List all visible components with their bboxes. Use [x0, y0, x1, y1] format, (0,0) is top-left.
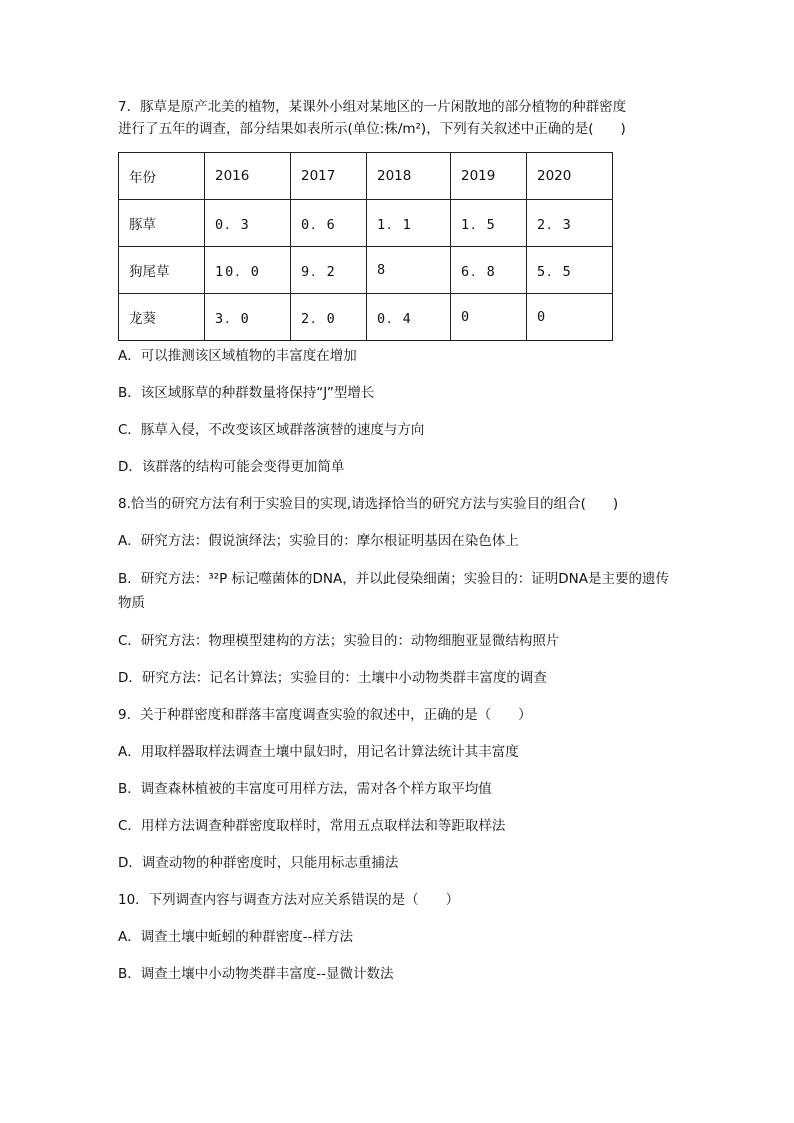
table-row: [119, 247, 613, 294]
table-cell: 2020: [527, 153, 613, 200]
population-density-table: [118, 152, 613, 341]
table-cell: 狗尾草: [119, 247, 205, 294]
table-cell: 2．3: [527, 200, 613, 247]
question-7-option-d: D．该群落的结构可能会变得更加简单: [118, 459, 345, 475]
question-7-option-a: A．可以推测该区域植物的丰富度在增加: [118, 348, 357, 364]
question-8-stem: 8.恰当的研究方法有利于实验目的实现,请选择恰当的研究方法与实验目的组合( ): [118, 496, 619, 512]
question-7-stem-line1: 7．豚草是原产北美的植物，某课外小组对某地区的一片闲散地的部分植物的种群密度: [118, 99, 627, 115]
question-9-option-a: A．用取样器取样法调查土壤中鼠妇时，用记名计算法统计其丰富度: [118, 744, 519, 760]
table-cell: 1．1: [367, 200, 451, 247]
table-cell: 年份: [119, 153, 205, 200]
table-cell: 豚草: [119, 200, 205, 247]
question-7-option-c: C．豚草入侵，不改变该区域群落演替的速度与方向: [118, 422, 425, 438]
table-cell: 6．8: [451, 247, 527, 294]
question-10-stem: 10．下列调查内容与调查方法对应关系错误的是（ ）: [118, 892, 460, 908]
table-cell: 5．5: [527, 247, 613, 294]
table-cell: 0: [451, 294, 527, 341]
table-cell: 3．0: [205, 294, 291, 341]
table-cell: 2019: [451, 153, 527, 200]
question-8-option-a: A．研究方法：假说演绎法；实验目的：摩尔根证明基因在染色体上: [118, 533, 519, 549]
table-cell: 0．3: [205, 200, 291, 247]
exam-page: [118, 96, 680, 1000]
question-7-stem-line2: 进行了五年的调查，部分结果如表所示(单位:株/m²)，下列有关叙述中正确的是( ): [118, 121, 626, 137]
question-7: [118, 96, 680, 478]
table-cell: 10．0: [205, 247, 291, 294]
question-8-option-d: D．研究方法：记名计算法；实验目的：土壤中小动物类群丰富度的调查: [118, 670, 547, 686]
table-row: [119, 294, 613, 341]
question-9-option-b: B．调查森林植被的丰富度可用样方法，需对各个样方取平均值: [118, 781, 492, 797]
question-9-option-d: D．调查动物的种群密度时，只能用标志重捕法: [118, 855, 399, 871]
table-cell: 2016: [205, 153, 291, 200]
question-10-option-b: B．调查土壤中小动物类群丰富度--显微计数法: [118, 966, 394, 982]
question-10: [118, 889, 680, 985]
table-cell: 0．4: [367, 294, 451, 341]
table-cell: 1．5: [451, 200, 527, 247]
table-header-row: [119, 153, 613, 200]
question-9-option-c: C．用样方法调查种群密度取样时，常用五点取样法和等距取样法: [118, 818, 506, 834]
table-cell: 0: [527, 294, 613, 341]
table-cell: 9．2: [291, 247, 367, 294]
table-cell: 龙葵: [119, 294, 205, 341]
table-cell: 0．6: [291, 200, 367, 247]
question-9-stem: 9．关于种群密度和群落丰富度调查实验的叙述中，正确的是（ ）: [118, 707, 532, 723]
question-8-option-c: C．研究方法：物理模型建构的方法；实验目的：动物细胞亚显微结构照片: [118, 633, 560, 649]
table-row: [119, 200, 613, 247]
table-cell: 2．0: [291, 294, 367, 341]
question-9: [118, 704, 680, 874]
table-cell: 8: [367, 247, 451, 294]
question-10-option-a: A．调查土壤中蚯蚓的种群密度--样方法: [118, 929, 353, 945]
table-cell: 2018: [367, 153, 451, 200]
question-8-option-b: B．研究方法：³²P 标记噬菌体的DNA，并以此侵染细菌；实验目的：证明DNA是主要的遗传物质: [118, 571, 669, 611]
table-cell: 2017: [291, 153, 367, 200]
question-7-option-b: B．该区域豚草的种群数量将保持“J”型增长: [118, 385, 375, 401]
question-8: [118, 493, 680, 689]
